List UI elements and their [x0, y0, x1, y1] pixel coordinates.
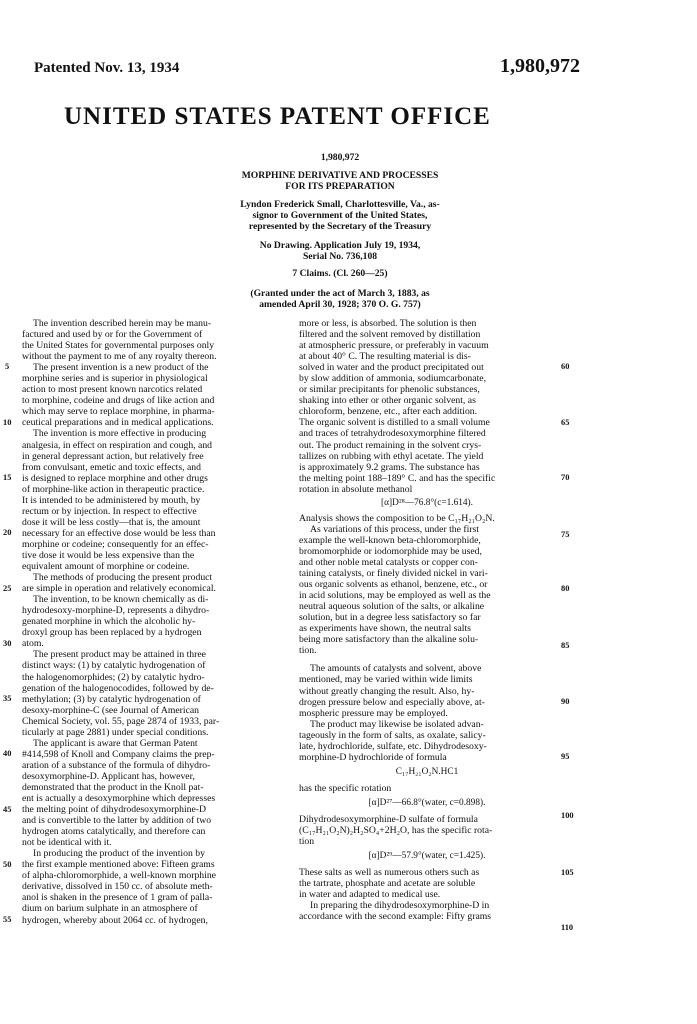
body-line: taining catalysts, or finely divided nickel in vari- — [299, 568, 488, 580]
body-line: example the well-known beta-chloromorphide, — [299, 534, 481, 546]
body-line: The applicant is aware that German Patent — [33, 737, 198, 749]
body-line: ticularly at page 2881) under special conditions. — [22, 726, 209, 738]
claims-line: 7 Claims. (Cl. 260—25) — [292, 268, 388, 279]
body-line: the melting point of dihydrodesoxymorphine-D — [22, 804, 207, 816]
line-number: 65 — [561, 418, 570, 427]
line-number: 5 — [5, 362, 10, 371]
body-line: in water and adapted to medical use. — [299, 889, 441, 901]
title-line-1: MORPHINE DERIVATIVE AND PROCESSES — [241, 170, 439, 181]
body-line: by slow addition of ammonia, sodiumcarbonate, — [299, 373, 486, 385]
body-line: It is intended to be administered by mouth, by — [22, 494, 201, 506]
body-line: in general depressant action, but relatively free — [22, 450, 204, 462]
application-line-2: Serial No. 736,108 — [302, 251, 378, 262]
body-line: The present product may be attained in three — [33, 649, 206, 661]
body-line: tive dose it would be less expensive than the — [22, 549, 195, 561]
body-line: chloroform, benzene, etc., after each addition. — [299, 406, 478, 418]
line-number: 85 — [561, 641, 570, 650]
body-line: demonstrated that the product in the Knoll pat- — [22, 781, 204, 793]
body-line: aration of a substance of the formula of dihydro- — [22, 759, 211, 771]
line-number: 80 — [561, 584, 570, 593]
line-number: 15 — [3, 473, 12, 482]
line-number: 55 — [3, 915, 12, 924]
line-number: 20 — [3, 528, 12, 537]
body-line: bromomorphide or iodomorphide may be used, — [299, 545, 482, 557]
body-line: to morphine, codeine and drugs of like action and — [22, 395, 215, 407]
body-line: at about 40° C. The resulting material is dis- — [299, 351, 471, 363]
line-number: 75 — [561, 530, 570, 539]
body-line: The invention described herein may be manu- — [33, 318, 212, 329]
body-line: is designed to replace morphine and other drugs — [22, 472, 208, 484]
body-line: ent is actually a desoxymorphine which depresses — [22, 793, 216, 805]
line-number: 100 — [561, 811, 574, 820]
right-column — [299, 318, 555, 922]
left-column — [22, 318, 284, 926]
body-line: morphine series and is superior in physiological — [22, 373, 208, 385]
body-line: tion — [299, 836, 315, 848]
line-number: 25 — [3, 584, 12, 593]
body-line: of morphine-like action in therapeutic practice. — [22, 483, 205, 495]
body-line: not be identical with it. — [22, 837, 112, 849]
body-line: tageously in the form of salts, as oxalate, salicy- — [299, 729, 486, 741]
body-line: solved in water and the product precipitated out — [299, 362, 484, 374]
formula-rotation-1: [α]D²⁸—76.8°(c=1.614). — [381, 497, 473, 508]
body-line: The amounts of catalysts and solvent, above — [310, 663, 482, 675]
body-line: desoxy-morphine-C (see Journal of American — [22, 704, 200, 716]
body-line: action to most present known narcotics related — [22, 384, 203, 396]
body-line: These salts as well as numerous others such as — [299, 867, 480, 879]
body-line: neutral aqueous solution of the salts, or alkaline — [299, 601, 485, 613]
body-line: of alpha-chloromorphide, a well-known morphine — [22, 870, 216, 882]
body-line: in acid solutions, may be employed as well as the — [299, 590, 491, 602]
line-number: 10 — [3, 418, 12, 427]
body-line: hydrogen, whereby about 2064 cc. of hydrogen, — [22, 914, 208, 926]
body-line: genated morphine in which the alcoholic hy- — [22, 616, 196, 628]
body-line: from convulsant, emetic and toxic effects, and — [22, 461, 201, 473]
line-number: 60 — [561, 362, 570, 371]
body-line: hydrogen atoms catalytically, and therefore can — [22, 826, 206, 838]
body-line: morphine or codeine; consequently for an effec- — [22, 538, 209, 550]
body-line: and other noble metal catalysts or copper con- — [299, 556, 478, 568]
body-line: tion. — [299, 645, 317, 657]
formula-hydrochloride: C₁₇H₂₁O₂N.HC1 — [395, 766, 459, 777]
line-number: 70 — [561, 473, 570, 482]
body-line: The present invention is a new product of the — [33, 362, 209, 374]
body-line: is approximately 9.2 grams. The substance has — [299, 461, 480, 473]
body-line: rotation in absolute methanol — [299, 483, 413, 495]
formula-rotation-2: [α]D²⁷—66.8°(water, c=0.898). — [368, 797, 486, 808]
body-line: the melting point 188–189° C. and has the specific — [299, 472, 496, 484]
body-line: the first example mentioned above: Fifteen grams — [22, 859, 215, 871]
body-line: equivalent amount of morphine or codeine. — [22, 561, 190, 573]
body-line: anol is shaken in the presence of 1 gram of palla- — [22, 892, 213, 904]
body-line: ceutical preparations and in medical applications. — [22, 417, 214, 429]
body-line: mentioned, may be varied within wide limits — [299, 674, 473, 686]
body-line: or similar precipitants for phenolic substances, — [299, 384, 480, 396]
line-number: 30 — [3, 639, 12, 648]
patented-date: Patented Nov. 13, 1934 — [34, 60, 180, 76]
body-line: as experiments have shown, the neutral salts — [299, 623, 471, 635]
body-line: The invention is more effective in producing — [33, 428, 207, 440]
office-title: UNITED STATES PATENT OFFICE — [64, 103, 491, 130]
body-line: The product may likewise be isolated advan- — [310, 718, 484, 730]
patent-number: 1,980,972 — [500, 55, 580, 77]
body-line: factured and used by or for the Government of — [22, 329, 203, 341]
body-line: atom. — [22, 638, 44, 650]
body-line: desoxymorphine-D. Applicant has, however, — [22, 770, 195, 782]
line-number: 40 — [3, 749, 12, 758]
body-line: without greatly changing the result. Also, hy- — [299, 685, 475, 697]
body-line: the halogenomorphides; (2) by catalytic hydro- — [22, 671, 205, 683]
body-line: late, hydrochloride, sulfate, etc. Dihydrodesoxy- — [299, 740, 487, 752]
body-line: necessary for an effective dose would be less than — [22, 527, 216, 539]
body-line: accordance with the second example: Fifty grams — [299, 911, 492, 923]
body-line: analgesia, in effect on respiration and cough, and — [22, 439, 213, 451]
body-line: genation of the halogenocodides, followed by de- — [22, 682, 214, 694]
body-line: (C₁₇H₂₁O₂N)₂H₂SO₄+2H₂O, has the specific rota- — [299, 825, 493, 837]
body-line: dium on barium sulphate in an atmosphere of — [22, 903, 198, 915]
body-line: #414,598 of Knoll and Company claims the prep- — [22, 748, 215, 760]
body-line: dose it will be less costly—that is, the amount — [22, 516, 201, 528]
body-line: distinct ways: (1) by catalytic hydrogenation of — [22, 660, 206, 672]
inventor-line-1: Lyndon Frederick Small, Charlottesville, Va., as- — [240, 199, 440, 210]
body-line: at atmospheric pressure, or preferably in vacuum — [299, 340, 489, 352]
body-line: The organic solvent is distilled to a small volume — [299, 417, 490, 429]
application-line-1: No Drawing. Application July 19, 1934, — [259, 240, 421, 251]
body-line: The invention, to be known chemically as di- — [33, 594, 209, 606]
formula-rotation-3: [α]D²⁹—57.9°(water, c=1.425). — [368, 851, 486, 862]
title-line-2: FOR ITS PREPARATION — [285, 181, 395, 192]
grant-line-2: amended April 30, 1928; 370 O. G. 757) — [259, 299, 421, 310]
body-line: without the payment to me of any royalty thereon. — [22, 351, 217, 363]
inventor-line-2: signor to Government of the United States, — [252, 210, 428, 221]
body-line: morphine-D hydrochloride of formula — [299, 751, 447, 763]
body-line: has the specific rotation — [299, 782, 392, 794]
grant-line-1: (Granted under the act of March 3, 1883, as — [250, 288, 430, 299]
body-line: methylation; (3) by catalytic hydrogenation of — [22, 693, 201, 705]
body-line: which may serve to replace morphine, in pharma- — [22, 406, 215, 418]
line-number: 45 — [3, 805, 12, 814]
body-line: shaking into ether or other organic solvent, as — [299, 395, 476, 407]
line-number: 105 — [561, 868, 574, 877]
body-line: ous organic solvents as ethanol, benzene, etc., or — [299, 579, 488, 591]
body-line: derivative, dissolved in 150 cc. of absolute meth- — [22, 881, 213, 893]
body-line: Dihydrodesoxymorphine-D sulfate of formula — [299, 813, 478, 825]
body-line: droxyl group has been replaced by a hydrogen — [22, 627, 202, 639]
body-line: solution, but in a degree less satisfactory so far — [299, 612, 481, 624]
body-line: In preparing the dihydrodesoxymorphine-D in — [310, 900, 490, 912]
line-number: 35 — [3, 694, 12, 703]
body-line: the tartrate, phosphate and acetate are soluble — [299, 878, 476, 890]
body-line: drogen pressure below and especially above, at- — [299, 696, 485, 708]
line-number: 110 — [561, 923, 574, 932]
inventor-line-3: represented by the Secretary of the Treasury — [248, 221, 432, 232]
body-line: more or less, is absorbed. The solution is then — [299, 318, 477, 329]
body-line: Analysis shows the composition to be C₁₇H₂₁O₂N. — [299, 512, 495, 524]
body-line: hydrodesoxy-morphine-D, represents a dihydro- — [22, 605, 210, 617]
body-line: and is convertible to the latter by addition of two — [22, 815, 212, 827]
body-line: As variations of this process, under the first — [310, 523, 479, 535]
body-line: tallizes on rubbing with ethyl acetate. The yield — [299, 450, 484, 462]
body-line: being more satisfactory than the alkaline solu- — [299, 634, 479, 646]
body-line: and traces of tetrahydrodesoxymorphine filtered — [299, 428, 486, 440]
line-number: 95 — [561, 752, 570, 761]
body-line: rectum or by injection. In respect to effective — [22, 505, 197, 517]
body-line: mospheric pressure may be employed. — [299, 707, 448, 719]
line-number: 90 — [561, 697, 570, 706]
meta-number: 1,980,972 — [320, 152, 360, 163]
body-line: out. The product remaining in the solvent crys- — [299, 439, 482, 451]
body-line: The methods of producing the present product — [33, 572, 213, 584]
body-line: filtered and the solvent removed by distillation — [299, 329, 481, 341]
body-line: the United States for governmental purposes only — [22, 340, 215, 352]
body-line: Chemical Society, vol. 55, page 2874 of 1933, par- — [22, 715, 220, 727]
line-number: 50 — [3, 860, 12, 869]
body-line: are simple in operation and relatively economical. — [22, 583, 216, 595]
body-line: In producing the product of the invention by — [33, 848, 205, 860]
